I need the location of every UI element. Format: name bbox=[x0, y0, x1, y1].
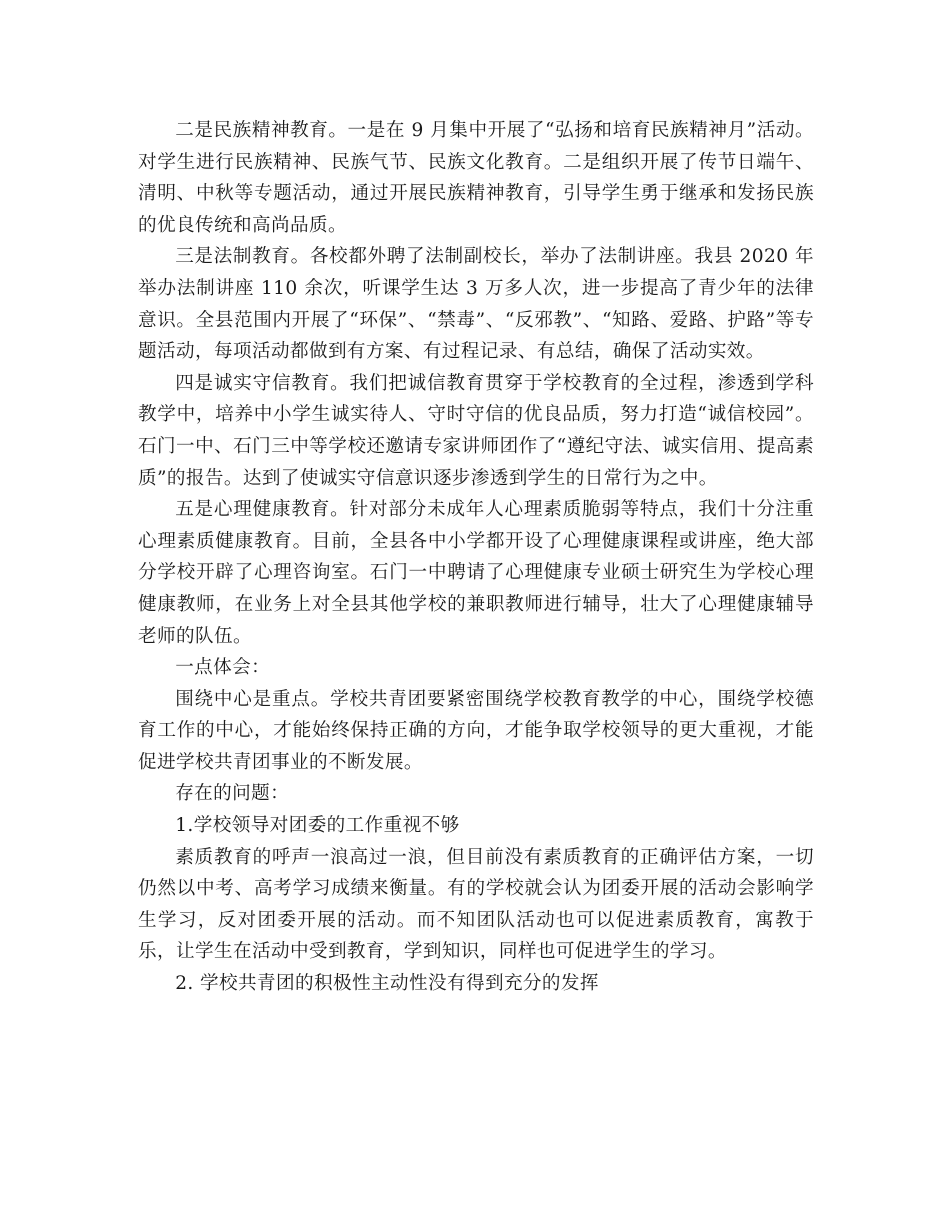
heading-experience: 一点体会： bbox=[175, 657, 271, 679]
paragraph-legal-education: 三是法制教育。各校都外聘了法制副校长，举办了法制讲座。我县 2020 年举办法制讲座 110 余次，听课学生达 3 万多人次，进一步提高了青少年的法律意识。全县范围内开展了“环保”、“禁毒”、“反邪教”、“知路、爱路、护路”等专题活动，每项活动都做到有方案、有过程记录、有总结，确保了活动实效。 bbox=[138, 246, 814, 363]
paragraph-integrity-education: 四是诚实守信教育。我们把诚信教育贯穿于学校教育的全过程，渗透到学科教学中，培养中小学生诚实待人、守时守信的优良品质，努力打造“诚信校园”。石门一中、石门三中等学校还邀请专家讲师团作了“遵纪守法、诚实信用、提高素质”的报告。达到了使诚实守信意识逐步渗透到学生的日常行为之中。 bbox=[138, 372, 814, 489]
paragraph-focus-center: 围绕中心是重点。学校共青团要紧密围绕学校教育教学的中心，围绕学校德育工作的中心，才能始终保持正确的方向，才能争取学校领导的更大重视，才能促进学校共青团事业的不断发展。 bbox=[138, 688, 814, 773]
paragraph-ethnic-spirit-education: 二是民族精神教育。一是在 9 月集中开展了“弘扬和培育民族精神月”活动。对学生进行民族精神、民族气节、民族文化教育。二是组织开展了传节日端午、清明、中秋等专题活动，通过开展民族精神教育，引导学生勇于继承和发扬民族的优良传统和高尚品质。 bbox=[138, 120, 814, 236]
problem-item-1: 1.学校领导对团委的工作重视不够 bbox=[175, 815, 460, 837]
problem-item-2: 2. 学校共青团的积极性主动性没有得到充分的发挥 bbox=[175, 973, 599, 995]
document-page bbox=[138, 115, 814, 1000]
paragraph-quality-education: 素质教育的呼声一浪高过一浪，但目前没有素质教育的正确评估方案，一切仍然以中考、高考学习成绩来衡量。有的学校就会认为团委开展的活动会影响学生学习，反对团委开展的活动。而不知团队活动也可以促进素质教育，寓教于乐，让学生在活动中受到教育，学到知识，同样也可促进学生的学习。 bbox=[138, 846, 814, 963]
heading-problems: 存在的问题： bbox=[175, 783, 290, 805]
paragraph-mental-health-education: 五是心理健康教育。针对部分未成年人心理素质脆弱等特点，我们十分注重心理素质健康教育。目前，全县各中小学都开设了心理健康课程或讲座，绝大部分学校开辟了心理咨询室。石门一中聘请了心理健康专业硕士研究生为学校心理健康教师，在业务上对全县其他学校的兼职教师进行辅导，壮大了心理健康辅导老师的队伍。 bbox=[138, 499, 814, 647]
